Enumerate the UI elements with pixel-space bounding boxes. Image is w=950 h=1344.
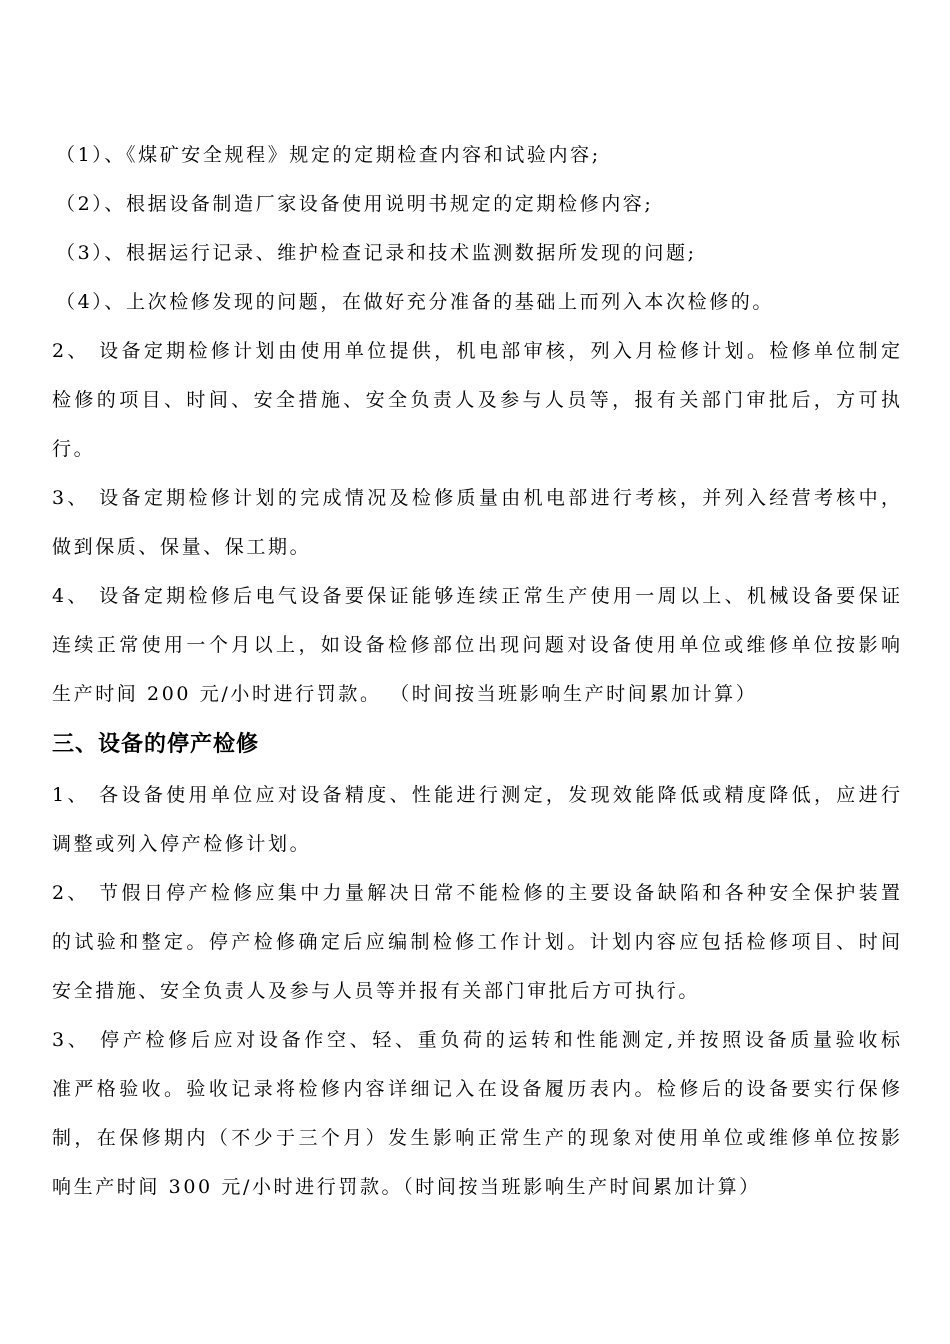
paragraph-s3-item-2 xyxy=(52,869,900,1016)
paragraph-line: 检修的项目、时间、安全措施、安全负责人及参与人员等，报有关部门审批后，方可执 xyxy=(52,389,900,411)
paragraph-line: 响生产时间 300 元/小时进行罚款。（时间按当班影响生产时间累加计算） xyxy=(52,1176,761,1198)
paragraph-line: 调整或列入停产检修计划。 xyxy=(52,833,312,855)
paragraph-line: 3、 停产检修后应对设备作空、轻、重负荷的运转和性能测定,并按照设备质量验收标 xyxy=(52,1029,900,1051)
paragraph-line: 的试验和整定。停产检修确定后应编制检修工作计划。计划内容应包括检修项目、时间 xyxy=(52,931,900,953)
paragraph-line: 制，在保修期内（不少于三个月）发生影响正常生产的现象对使用单位或维修单位按影 xyxy=(52,1127,900,1149)
paragraph-line: 连续正常使用一个月以上，如设备检修部位出现问题对设备使用单位或维修单位按影响 xyxy=(52,634,900,656)
paragraph-line: 1、 各设备使用单位应对设备精度、性能进行测定，发现效能降低或精度降低，应进行 xyxy=(52,784,900,806)
paragraph-line: 生产时间 200 元/小时进行罚款。 （时间按当班影响生产时间累加计算） xyxy=(52,683,758,705)
paragraph-item-4 xyxy=(52,572,900,719)
paragraph-line: 做到保质、保量、保工期。 xyxy=(52,536,312,558)
paragraph-line: 4、 设备定期检修后电气设备要保证能够连续正常生产使用一周以上、机械设备要保证 xyxy=(52,585,900,607)
document-page xyxy=(52,131,900,1212)
paragraph-line: 3、 设备定期检修计划的完成情况及检修质量由机电部进行考核，并列入经营考核中， xyxy=(52,487,900,509)
sub-item-2: （2）、根据设备制造厂家设备使用说明书规定的定期检修内容; xyxy=(56,193,654,215)
paragraph-line: 准严格验收。验收记录将检修内容详细记入在设备履历表内。检修后的设备要实行保修 xyxy=(52,1078,900,1100)
paragraph-line: 2、 设备定期检修计划由使用单位提供，机电部审核，列入月检修计划。检修单位制定 xyxy=(52,340,900,362)
paragraph-item-2 xyxy=(52,327,900,474)
paragraph-line: 行。 xyxy=(52,438,96,460)
sub-item-3: （3）、根据运行记录、维护检查记录和技术监测数据所发现的问题; xyxy=(56,242,697,264)
sub-item-1: （1）、《煤矿安全规程》规定的定期检查内容和试验内容; xyxy=(56,144,601,166)
paragraph-s3-item-1 xyxy=(52,771,900,869)
paragraph-item-3 xyxy=(52,474,900,572)
section-heading: 三、设备的停产检修 xyxy=(52,732,260,757)
paragraph-s3-item-3 xyxy=(52,1016,900,1212)
sub-item-4: （4）、上次检修发现的问题，在做好充分准备的基础上而列入本次检修的。 xyxy=(56,291,774,313)
paragraph-line: 安全措施、安全负责人及参与人员等并报有关部门审批后方可执行。 xyxy=(52,980,701,1002)
paragraph-line: 2、 节假日停产检修应集中力量解决日常不能检修的主要设备缺陷和各种安全保护装置 xyxy=(52,882,900,904)
